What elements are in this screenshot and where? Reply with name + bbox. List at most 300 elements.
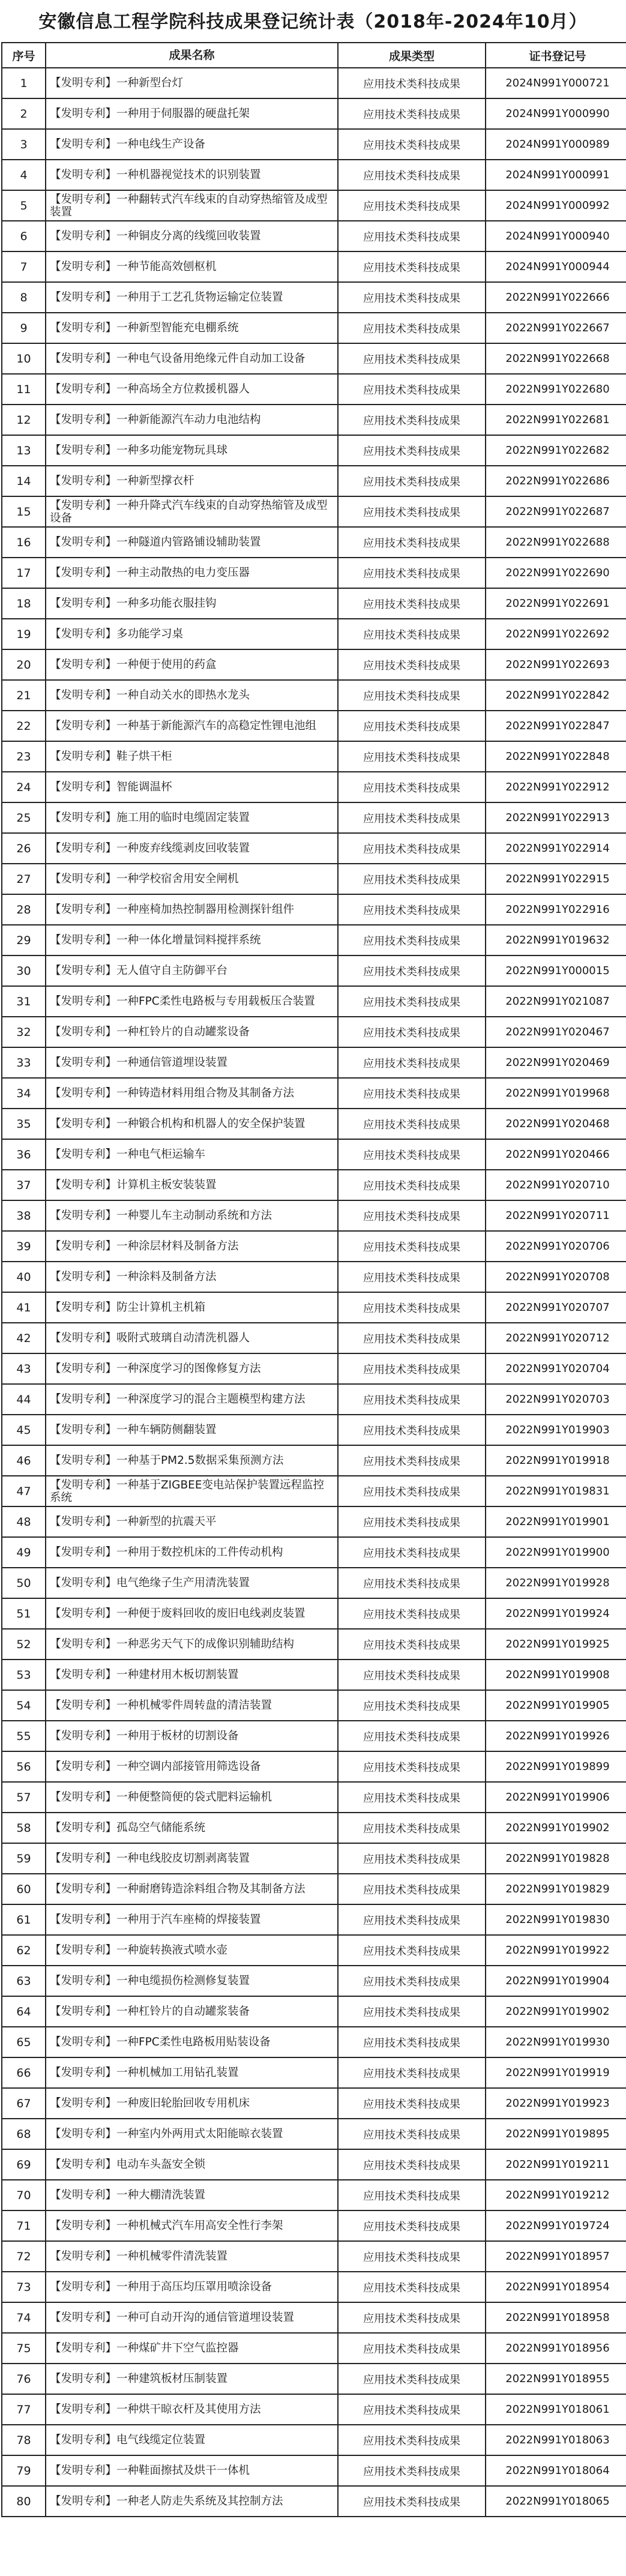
cell-name: 【发明专利】一种用于伺服器的硬盘托架 (46, 98, 338, 129)
cell-cert: 2022N991Y019968 (486, 1078, 626, 1109)
cell-type: 应用技术类科技成果 (338, 1782, 486, 1813)
cell-serial: 38 (2, 1200, 46, 1231)
cell-type: 应用技术类科技成果 (338, 802, 486, 833)
cell-serial: 9 (2, 313, 46, 343)
cell-name: 【发明专利】一种一体化增量饲料搅拌系统 (46, 925, 338, 955)
cell-name: 【发明专利】一种多功能衣服挂钩 (46, 588, 338, 619)
cell-name: 【发明专利】一种便于使用的药盒 (46, 649, 338, 680)
cell-name: 【发明专利】一种学校宿舍用安全闸机 (46, 864, 338, 894)
table-row (2, 98, 626, 129)
cell-type: 应用技术类科技成果 (338, 221, 486, 251)
cell-cert: 2022N991Y021087 (486, 986, 626, 1017)
header-serial: 序号 (2, 43, 46, 68)
cell-type: 应用技术类科技成果 (338, 1415, 486, 1445)
cell-name: 【发明专利】一种老人防走失系统及其控制方法 (46, 2486, 338, 2517)
table-row (2, 2119, 626, 2149)
cell-type: 应用技术类科技成果 (338, 1017, 486, 1047)
cell-cert: 2022N991Y018063 (486, 2425, 626, 2455)
cell-type: 应用技术类科技成果 (338, 1292, 486, 1323)
cell-type: 应用技术类科技成果 (338, 1751, 486, 1782)
cell-cert: 2022N991Y018958 (486, 2302, 626, 2333)
cell-type: 应用技术类科技成果 (338, 160, 486, 190)
cell-cert: 2024N991Y000940 (486, 221, 626, 251)
cell-serial: 68 (2, 2119, 46, 2149)
cell-name: 【发明专利】一种涂料及制备方法 (46, 1262, 338, 1292)
cell-type: 应用技术类科技成果 (338, 1476, 486, 1506)
cell-name: 【发明专利】一种旋转换液式喷水壶 (46, 1935, 338, 1966)
cell-serial: 25 (2, 802, 46, 833)
table-row (2, 894, 626, 925)
cell-serial: 40 (2, 1262, 46, 1292)
cell-cert: 2024N991Y000989 (486, 129, 626, 160)
cell-name: 【发明专利】一种电线胶皮切割剥离装置 (46, 1843, 338, 1874)
cell-name: 【发明专利】一种可自动开沟的通信管道埋设装置 (46, 2302, 338, 2333)
table-row (2, 1415, 626, 1445)
table-row (2, 2302, 626, 2333)
cell-serial: 57 (2, 1782, 46, 1813)
cell-serial: 7 (2, 251, 46, 282)
cell-cert: 2022N991Y019905 (486, 1690, 626, 1721)
results-table (1, 42, 626, 2517)
cell-serial: 14 (2, 466, 46, 496)
cell-serial: 30 (2, 955, 46, 986)
cell-cert: 2022N991Y019211 (486, 2149, 626, 2180)
cell-name: 【发明专利】一种婴儿车主动制动系统和方法 (46, 1200, 338, 1231)
cell-type: 应用技术类科技成果 (338, 864, 486, 894)
table-row (2, 1813, 626, 1843)
cell-cert: 2022N991Y019923 (486, 2088, 626, 2119)
cell-serial: 15 (2, 496, 46, 527)
cell-type: 应用技术类科技成果 (338, 1996, 486, 2027)
table-row (2, 1353, 626, 1384)
cell-serial: 21 (2, 680, 46, 711)
cell-serial: 44 (2, 1384, 46, 1415)
cell-cert: 2022N991Y022668 (486, 343, 626, 374)
cell-cert: 2022N991Y018064 (486, 2455, 626, 2486)
cell-name: 【发明专利】一种新型智能充电棚系统 (46, 313, 338, 343)
table-row (2, 1017, 626, 1047)
cell-serial: 42 (2, 1323, 46, 1353)
cell-name: 【发明专利】一种节能高效刨枢机 (46, 251, 338, 282)
cell-type: 应用技术类科技成果 (338, 405, 486, 435)
cell-serial: 6 (2, 221, 46, 251)
table-row (2, 2180, 626, 2210)
table-row (2, 1751, 626, 1782)
table-row (2, 527, 626, 558)
cell-serial: 8 (2, 282, 46, 313)
table-row (2, 955, 626, 986)
cell-serial: 53 (2, 1660, 46, 1690)
cell-cert: 2022N991Y019919 (486, 2057, 626, 2088)
cell-name: 【发明专利】一种新能源汽车动力电池结构 (46, 405, 338, 435)
cell-cert: 2022N991Y022916 (486, 894, 626, 925)
cell-cert: 2022N991Y019904 (486, 1966, 626, 1996)
cell-cert: 2022N991Y020706 (486, 1231, 626, 1262)
cell-type: 应用技术类科技成果 (338, 435, 486, 466)
table-row (2, 1109, 626, 1139)
table-row (2, 619, 626, 649)
table-row (2, 496, 626, 527)
cell-type: 应用技术类科技成果 (338, 190, 486, 221)
cell-type: 应用技术类科技成果 (338, 343, 486, 374)
table-row (2, 2455, 626, 2486)
cell-serial: 64 (2, 1996, 46, 2027)
cell-serial: 50 (2, 1568, 46, 1598)
cell-cert: 2022N991Y020466 (486, 1139, 626, 1170)
cell-type: 应用技术类科技成果 (338, 466, 486, 496)
table-row (2, 282, 626, 313)
cell-serial: 77 (2, 2394, 46, 2425)
cell-name: 【发明专利】一种机械式汽车用高安全性行李架 (46, 2210, 338, 2241)
cell-cert: 2022N991Y019900 (486, 1537, 626, 1568)
cell-type: 应用技术类科技成果 (338, 2394, 486, 2425)
cell-type: 应用技术类科技成果 (338, 1139, 486, 1170)
cell-type: 应用技术类科技成果 (338, 2425, 486, 2455)
cell-cert: 2022N991Y020467 (486, 1017, 626, 1047)
cell-type: 应用技术类科技成果 (338, 1170, 486, 1200)
cell-cert: 2022N991Y019924 (486, 1598, 626, 1629)
page-title: 安徽信息工程学院科技成果登记统计表（2018年-2024年10月） (38, 11, 588, 32)
cell-name: 【发明专利】一种电线生产设备 (46, 129, 338, 160)
cell-name: 【发明专利】一种铸造材料用组合物及其制备方法 (46, 1078, 338, 1109)
cell-cert: 2022N991Y019895 (486, 2119, 626, 2149)
table-row (2, 558, 626, 588)
table-row (2, 741, 626, 772)
cell-cert: 2022N991Y019212 (486, 2180, 626, 2210)
table-row (2, 986, 626, 1017)
cell-cert: 2022N991Y018065 (486, 2486, 626, 2517)
cell-serial: 36 (2, 1139, 46, 1170)
cell-type: 应用技术类科技成果 (338, 649, 486, 680)
cell-cert: 2022N991Y019928 (486, 1568, 626, 1598)
cell-type: 应用技术类科技成果 (338, 2486, 486, 2517)
table-row (2, 435, 626, 466)
cell-cert: 2022N991Y022692 (486, 619, 626, 649)
table-row (2, 1384, 626, 1415)
cell-cert: 2022N991Y019831 (486, 1476, 626, 1506)
cell-type: 应用技术类科技成果 (338, 2057, 486, 2088)
cell-cert: 2022N991Y000015 (486, 955, 626, 986)
cell-name: 【发明专利】一种耐磨铸造涂料组合物及其制备方法 (46, 1874, 338, 1904)
table-row (2, 2088, 626, 2119)
table-row (2, 2272, 626, 2302)
table-row (2, 1231, 626, 1262)
table-row (2, 1292, 626, 1323)
table-row (2, 1996, 626, 2027)
cell-type: 应用技术类科技成果 (338, 1323, 486, 1353)
cell-serial: 3 (2, 129, 46, 160)
cell-cert: 2022N991Y019901 (486, 1506, 626, 1537)
table-row (2, 1721, 626, 1751)
cell-name: 【发明专利】一种便整筒便的袋式肥料运输机 (46, 1782, 338, 1813)
cell-type: 应用技术类科技成果 (338, 496, 486, 527)
cell-cert: 2022N991Y022690 (486, 558, 626, 588)
cell-name: 【发明专利】一种深度学习的图像修复方法 (46, 1353, 338, 1384)
cell-name: 【发明专利】一种自动关水的即热水龙头 (46, 680, 338, 711)
cell-type: 应用技术类科技成果 (338, 741, 486, 772)
cell-serial: 58 (2, 1813, 46, 1843)
cell-serial: 73 (2, 2272, 46, 2302)
cell-serial: 63 (2, 1966, 46, 1996)
table-row (2, 925, 626, 955)
table-row (2, 374, 626, 405)
table-header-row (2, 43, 626, 68)
cell-cert: 2022N991Y022912 (486, 772, 626, 802)
table-row (2, 2364, 626, 2394)
cell-serial: 13 (2, 435, 46, 466)
table-row (2, 251, 626, 282)
cell-type: 应用技术类科技成果 (338, 894, 486, 925)
cell-cert: 2022N991Y022680 (486, 374, 626, 405)
cell-type: 应用技术类科技成果 (338, 1047, 486, 1078)
table-row (2, 1904, 626, 1935)
cell-type: 应用技术类科技成果 (338, 1384, 486, 1415)
cell-cert: 2022N991Y019925 (486, 1629, 626, 1660)
cell-name: 【发明专利】一种建材用木板切割装置 (46, 1660, 338, 1690)
cell-serial: 35 (2, 1109, 46, 1139)
cell-name: 【发明专利】一种用于板材的切割设备 (46, 1721, 338, 1751)
cell-serial: 67 (2, 2088, 46, 2119)
cell-cert: 2022N991Y020711 (486, 1200, 626, 1231)
cell-cert: 2022N991Y019903 (486, 1415, 626, 1445)
cell-serial: 66 (2, 2057, 46, 2088)
cell-cert: 2024N991Y000721 (486, 68, 626, 98)
table-row (2, 2149, 626, 2180)
table-row (2, 68, 626, 98)
cell-name: 【发明专利】一种鞋面擦拭及烘干一体机 (46, 2455, 338, 2486)
cell-type: 应用技术类科技成果 (338, 1109, 486, 1139)
cell-type: 应用技术类科技成果 (338, 711, 486, 741)
cell-type: 应用技术类科技成果 (338, 251, 486, 282)
cell-cert: 2022N991Y020707 (486, 1292, 626, 1323)
cell-serial: 70 (2, 2180, 46, 2210)
table-row (2, 1568, 626, 1598)
cell-type: 应用技术类科技成果 (338, 2272, 486, 2302)
cell-type: 应用技术类科技成果 (338, 1537, 486, 1568)
cell-cert: 2022N991Y020712 (486, 1323, 626, 1353)
cell-serial: 11 (2, 374, 46, 405)
cell-name: 【发明专利】一种高场全方位救援机器人 (46, 374, 338, 405)
table-row (2, 466, 626, 496)
cell-serial: 49 (2, 1537, 46, 1568)
cell-type: 应用技术类科技成果 (338, 1568, 486, 1598)
cell-name: 【发明专利】一种翻转式汽车线束的自动穿热缩管及成型装置 (46, 190, 338, 221)
cell-name: 【发明专利】一种多功能宠物玩具球 (46, 435, 338, 466)
cell-name: 【发明专利】一种隧道内管路铺设辅助装置 (46, 527, 338, 558)
cell-name: 【发明专利】一种用于工艺孔货物运输定位装置 (46, 282, 338, 313)
cell-type: 应用技术类科技成果 (338, 558, 486, 588)
cell-cert: 2022N991Y022842 (486, 680, 626, 711)
table-row (2, 1200, 626, 1231)
cell-cert: 2022N991Y022693 (486, 649, 626, 680)
cell-serial: 19 (2, 619, 46, 649)
cell-type: 应用技术类科技成果 (338, 1598, 486, 1629)
cell-serial: 17 (2, 558, 46, 588)
cell-cert: 2022N991Y022914 (486, 833, 626, 864)
cell-name: 【发明专利】一种建筑板材压制装置 (46, 2364, 338, 2394)
cell-name: 【发明专利】一种基于ZIGBEE变电站保护装置远程监控系统 (46, 1476, 338, 1506)
cell-serial: 59 (2, 1843, 46, 1874)
cell-cert: 2022N991Y020710 (486, 1170, 626, 1200)
cell-serial: 41 (2, 1292, 46, 1323)
table-row (2, 2394, 626, 2425)
cell-serial: 26 (2, 833, 46, 864)
cell-name: 【发明专利】一种杠铃片的自动罐浆设备 (46, 1017, 338, 1047)
cell-serial: 31 (2, 986, 46, 1017)
cell-type: 应用技术类科技成果 (338, 374, 486, 405)
cell-type: 应用技术类科技成果 (338, 98, 486, 129)
table-row (2, 2210, 626, 2241)
cell-serial: 23 (2, 741, 46, 772)
cell-name: 【发明专利】一种废旧轮胎回收专用机床 (46, 2088, 338, 2119)
cell-serial: 69 (2, 2149, 46, 2180)
header-type: 成果类型 (338, 43, 486, 68)
cell-type: 应用技术类科技成果 (338, 1904, 486, 1935)
cell-cert: 2022N991Y019829 (486, 1874, 626, 1904)
cell-serial: 80 (2, 2486, 46, 2517)
table-row (2, 405, 626, 435)
cell-serial: 39 (2, 1231, 46, 1262)
cell-cert: 2022N991Y019724 (486, 2210, 626, 2241)
cell-serial: 32 (2, 1017, 46, 1047)
table-row (2, 221, 626, 251)
cell-cert: 2022N991Y020704 (486, 1353, 626, 1384)
cell-name: 【发明专利】一种座椅加热控制器用检测探针组件 (46, 894, 338, 925)
cell-type: 应用技术类科技成果 (338, 1690, 486, 1721)
cell-cert: 2022N991Y019930 (486, 2027, 626, 2057)
cell-cert: 2022N991Y020469 (486, 1047, 626, 1078)
cell-name: 【发明专利】计算机主板安装装置 (46, 1170, 338, 1200)
table-row (2, 1506, 626, 1537)
cell-serial: 24 (2, 772, 46, 802)
cell-serial: 65 (2, 2027, 46, 2057)
cell-name: 【发明专利】多功能学习桌 (46, 619, 338, 649)
cell-cert: 2022N991Y018957 (486, 2241, 626, 2272)
cell-cert: 2022N991Y022691 (486, 588, 626, 619)
cell-serial: 45 (2, 1415, 46, 1445)
cell-name: 【发明专利】一种主动散热的电力变压器 (46, 558, 338, 588)
table-row (2, 1476, 626, 1506)
cell-serial: 56 (2, 1751, 46, 1782)
cell-type: 应用技术类科技成果 (338, 1843, 486, 1874)
cell-serial: 28 (2, 894, 46, 925)
cell-name: 【发明专利】一种通信管道埋设装置 (46, 1047, 338, 1078)
cell-type: 应用技术类科技成果 (338, 2364, 486, 2394)
cell-type: 应用技术类科技成果 (338, 1935, 486, 1966)
table-row (2, 1445, 626, 1476)
cell-serial: 12 (2, 405, 46, 435)
cell-type: 应用技术类科技成果 (338, 129, 486, 160)
cell-serial: 10 (2, 343, 46, 374)
cell-name: 【发明专利】一种空调内部接管用筛选设备 (46, 1751, 338, 1782)
cell-serial: 74 (2, 2302, 46, 2333)
cell-serial: 16 (2, 527, 46, 558)
cell-cert: 2022N991Y019902 (486, 1996, 626, 2027)
cell-cert: 2022N991Y019922 (486, 1935, 626, 1966)
cell-name: 【发明专利】施工用的临时电缆固定装置 (46, 802, 338, 833)
cell-name: 【发明专利】一种便于废料回收的废旧电线剥皮装置 (46, 1598, 338, 1629)
cell-serial: 22 (2, 711, 46, 741)
table-row (2, 1782, 626, 1813)
cell-type: 应用技术类科技成果 (338, 772, 486, 802)
cell-name: 【发明专利】一种新型台灯 (46, 68, 338, 98)
cell-cert: 2022N991Y019632 (486, 925, 626, 955)
cell-serial: 48 (2, 1506, 46, 1537)
table-row (2, 680, 626, 711)
cell-name: 【发明专利】一种机械零件周转盘的清洁装置 (46, 1690, 338, 1721)
cell-serial: 20 (2, 649, 46, 680)
cell-type: 应用技术类科技成果 (338, 1966, 486, 1996)
cell-name: 【发明专利】一种大棚清洗装置 (46, 2180, 338, 2210)
cell-cert: 2022N991Y018956 (486, 2333, 626, 2364)
header-cert: 证书登记号 (486, 43, 626, 68)
cell-name: 【发明专利】吸附式玻璃自动清洗机器人 (46, 1323, 338, 1353)
cell-cert: 2024N991Y000992 (486, 190, 626, 221)
table-row (2, 160, 626, 190)
cell-name: 【发明专利】一种机械加工用钻孔装置 (46, 2057, 338, 2088)
header-name: 成果名称 (46, 43, 338, 68)
cell-name: 【发明专利】一种用于高压均压罩用喷涂设备 (46, 2272, 338, 2302)
cell-serial: 71 (2, 2210, 46, 2241)
cell-name: 【发明专利】防尘计算机主机箱 (46, 1292, 338, 1323)
cell-cert: 2022N991Y020708 (486, 1262, 626, 1292)
cell-name: 【发明专利】一种车辆防侧翻装置 (46, 1415, 338, 1445)
cell-name: 【发明专利】电气线缆定位装置 (46, 2425, 338, 2455)
cell-cert: 2022N991Y022847 (486, 711, 626, 741)
table-row (2, 129, 626, 160)
cell-type: 应用技术类科技成果 (338, 588, 486, 619)
table-row (2, 1139, 626, 1170)
cell-serial: 33 (2, 1047, 46, 1078)
cell-name: 【发明专利】一种电气设备用绝缘元件自动加工设备 (46, 343, 338, 374)
cell-type: 应用技术类科技成果 (338, 1660, 486, 1690)
cell-name: 【发明专利】鞋子烘干柜 (46, 741, 338, 772)
cell-type: 应用技术类科技成果 (338, 2455, 486, 2486)
table-row (2, 1874, 626, 1904)
cell-serial: 2 (2, 98, 46, 129)
table-row (2, 190, 626, 221)
cell-serial: 51 (2, 1598, 46, 1629)
cell-serial: 18 (2, 588, 46, 619)
cell-name: 【发明专利】孤岛空气储能系统 (46, 1813, 338, 1843)
table-row (2, 1843, 626, 1874)
cell-type: 应用技术类科技成果 (338, 955, 486, 986)
cell-name: 【发明专利】一种室内外两用式太阳能晾衣装置 (46, 2119, 338, 2149)
cell-name: 【发明专利】一种升降式汽车线束的自动穿热缩管及成型设备 (46, 496, 338, 527)
cell-type: 应用技术类科技成果 (338, 282, 486, 313)
table-row (2, 1966, 626, 1996)
cell-cert: 2022N991Y018955 (486, 2364, 626, 2394)
cell-type: 应用技术类科技成果 (338, 1629, 486, 1660)
cell-cert: 2022N991Y019918 (486, 1445, 626, 1476)
table-row (2, 2241, 626, 2272)
cell-serial: 43 (2, 1353, 46, 1384)
cell-type: 应用技术类科技成果 (338, 1262, 486, 1292)
cell-serial: 46 (2, 1445, 46, 1476)
cell-serial: 4 (2, 160, 46, 190)
cell-cert: 2022N991Y019902 (486, 1813, 626, 1843)
table-row (2, 1598, 626, 1629)
cell-type: 应用技术类科技成果 (338, 2149, 486, 2180)
cell-name: 【发明专利】一种烘干晾衣杆及其使用方法 (46, 2394, 338, 2425)
cell-cert: 2024N991Y000990 (486, 98, 626, 129)
table-row (2, 649, 626, 680)
table-row (2, 313, 626, 343)
cell-cert: 2022N991Y019906 (486, 1782, 626, 1813)
cell-name: 【发明专利】一种机器视觉技术的识别装置 (46, 160, 338, 190)
table-row (2, 1078, 626, 1109)
cell-cert: 2022N991Y022915 (486, 864, 626, 894)
